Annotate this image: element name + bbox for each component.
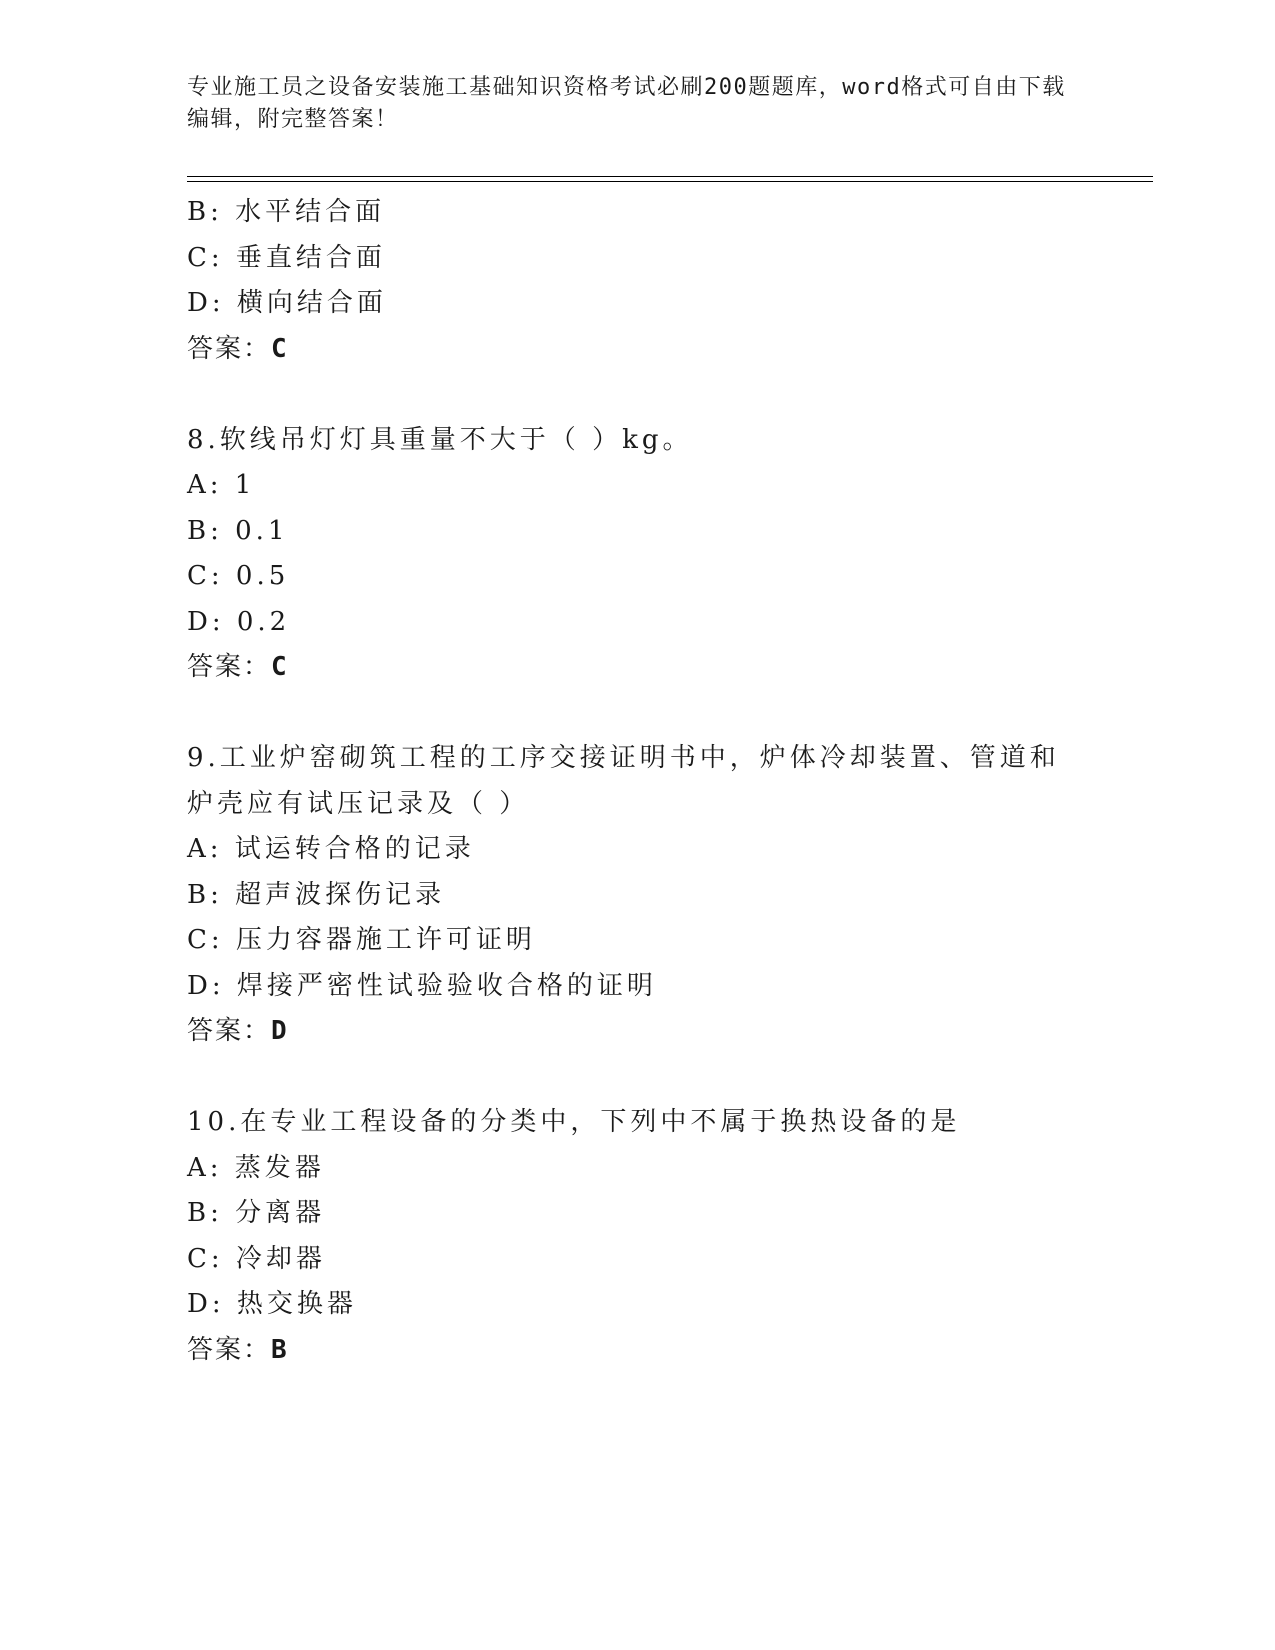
option-b: B: 0.1 [187,515,289,546]
answer-value: D [271,1016,289,1046]
option-c: C: 0.5 [187,561,290,591]
option-d: D: 横向结合面 [187,288,387,318]
document-header: 专业施工员之设备安装施工基础知识资格考试必刷200题题库，word格式可自由下载编辑，附完整答案！ [187,75,1066,132]
spacer [187,372,1167,418]
spacer [187,691,1167,737]
answer-label: 答案： [187,1016,272,1046]
option-a: A: 试运转合格的记录 [187,834,475,864]
question-block [187,190,1167,372]
answer-value: C [271,652,289,682]
option-b: B: 水平结合面 [187,197,386,227]
question-block [187,736,1167,1055]
option-d: D: 焊接严密性试验验收合格的证明 [187,970,657,1001]
question-text: 8.软线吊灯灯具重量不大于（ ）kg。 [187,424,693,455]
option-d: D: 0.2 [187,606,291,637]
answer-line [187,645,1167,691]
option-c: C: 压力容器施工许可证明 [187,925,536,955]
question-text: 10.在专业工程设备的分类中，下列中不属于换热设备的是 [187,1107,961,1137]
option-d: D: 热交换器 [187,1289,357,1319]
answer-value: B [271,1334,289,1365]
option-b: B: 超声波探伤记录 [187,879,446,910]
header-divider-bottom [187,181,1153,182]
option-b: B: 分离器 [187,1198,326,1228]
option-a: A: 蒸发器 [187,1152,325,1183]
answer-label: 答案： [187,333,272,364]
question-list [187,190,1167,1373]
answer-line [187,1009,1167,1055]
answer-label: 答案： [187,652,272,682]
header-divider-top [187,176,1153,177]
answer-value: C [271,333,289,364]
question-block [187,418,1167,691]
answer-line [187,327,1167,373]
option-c: C: 垂直结合面 [187,242,386,273]
option-a: A: 1 [187,470,256,500]
option-c: C: 冷却器 [187,1243,326,1274]
question-text: 9.工业炉窑砌筑工程的工序交接证明书中，炉体冷却装置、管道和炉壳应有试压记录及（ ） [187,743,1060,819]
answer-line [187,1328,1167,1374]
question-block [187,1100,1167,1373]
answer-label: 答案： [187,1334,272,1365]
spacer [187,1055,1167,1101]
